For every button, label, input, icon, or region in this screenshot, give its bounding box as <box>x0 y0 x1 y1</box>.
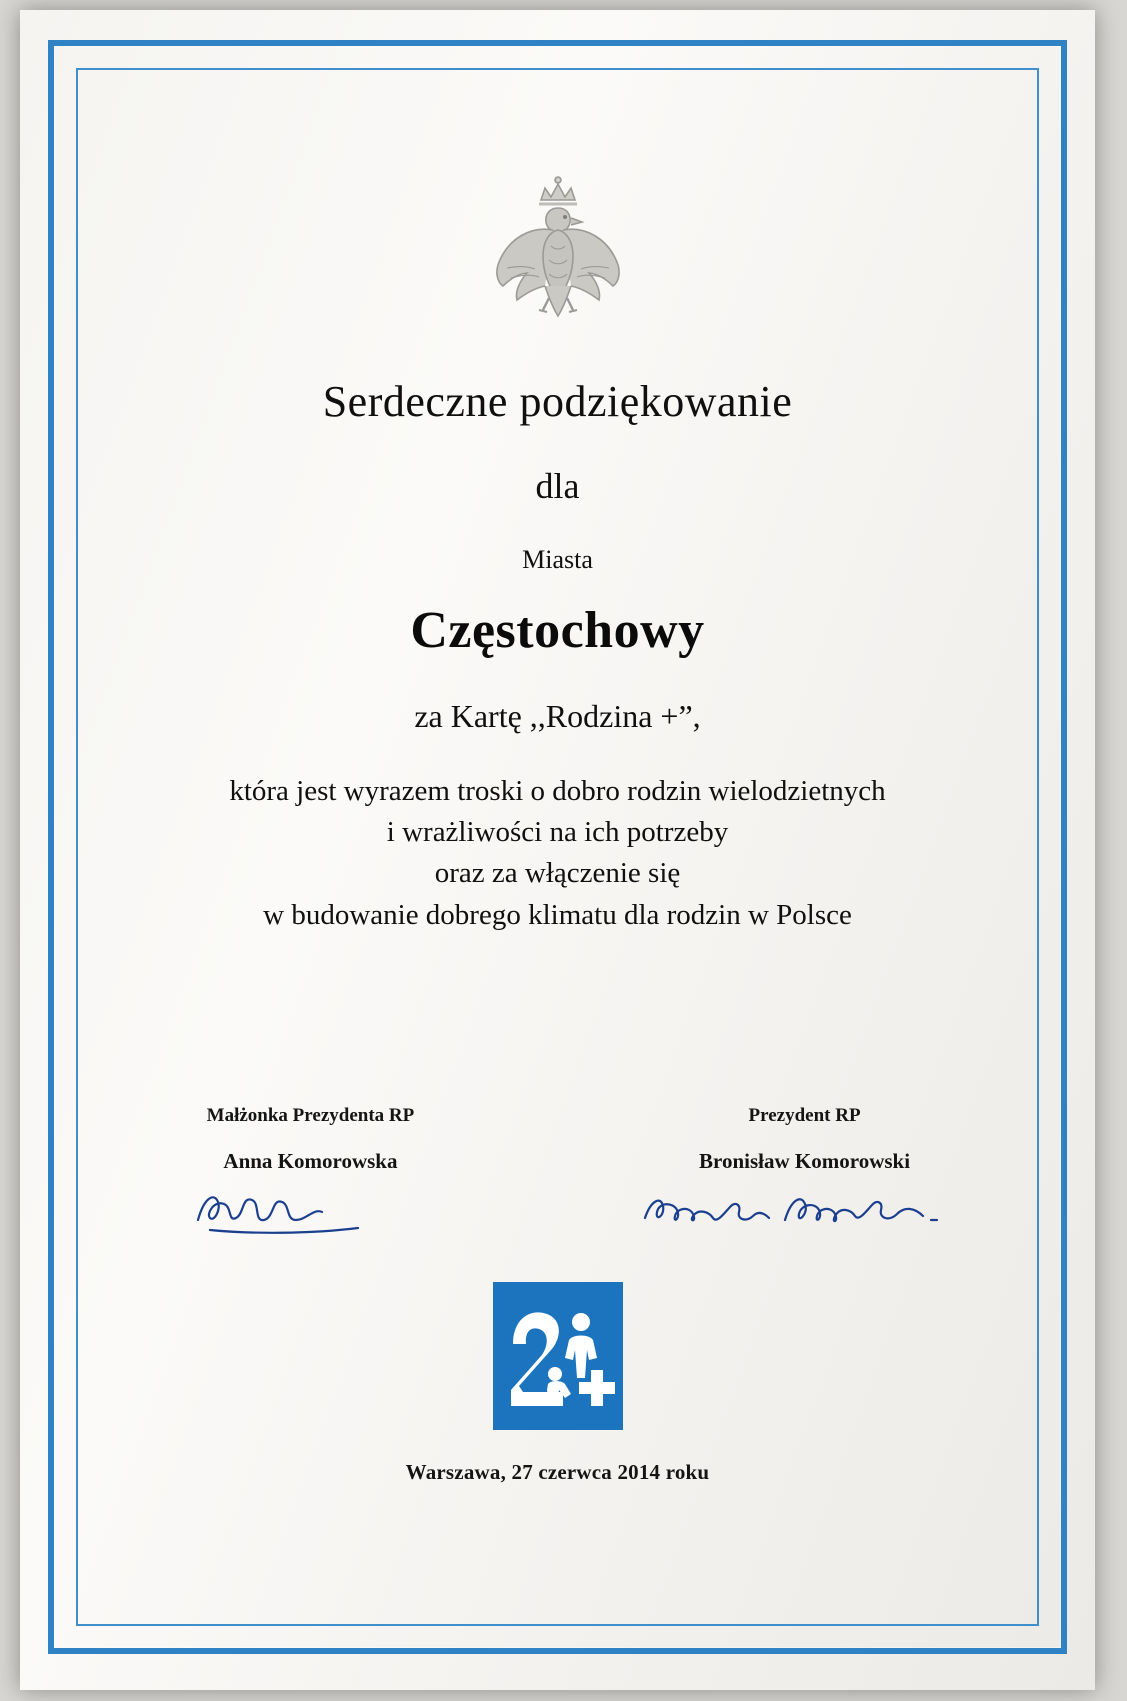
certificate-content <box>90 70 1025 1630</box>
place-and-date: Warszawa, 27 czerwca 2014 roku <box>405 1460 710 1484</box>
signature-name: Bronisław Komorowski <box>699 1149 911 1173</box>
polish-eagle-emblem-icon <box>483 170 633 330</box>
body-line-3: oraz za włączenie się <box>434 857 681 890</box>
signature-name: Anna Komorowska <box>223 1149 398 1173</box>
certificate-title: Serdeczne podziękowanie <box>322 377 793 426</box>
award-reason: za Kartę ,,Rodzina +”, <box>414 698 701 734</box>
recipient-name: Częstochowy <box>410 602 705 659</box>
duza-rodzina-logo-wrap <box>90 1282 1025 1430</box>
body-line-4: w budowanie dobrego klimatu dla rodzin w Polsce <box>263 898 852 931</box>
recipient-prefix: Miasta <box>522 545 593 574</box>
paper-sheet <box>20 10 1095 1690</box>
body-line-2: i wrażliwości na ich potrzeby <box>386 816 729 849</box>
duza-rodzina-logo-icon <box>493 1282 623 1430</box>
certificate-dla: dla <box>535 466 580 506</box>
signature-role: Małżonka Prezydenta RP <box>206 1105 415 1126</box>
handwritten-signature-icon <box>100 1178 521 1248</box>
signature-block-president <box>594 1105 1015 1248</box>
signature-role: Prezydent RP <box>748 1105 861 1126</box>
signature-block-spouse <box>100 1105 521 1248</box>
body-line-1: która jest wyrazem troski o dobro rodzin wielodzietnych <box>229 775 886 807</box>
award-body-text <box>90 771 1025 936</box>
handwritten-signature-icon <box>594 1178 1015 1248</box>
signature-row <box>100 1105 1015 1248</box>
